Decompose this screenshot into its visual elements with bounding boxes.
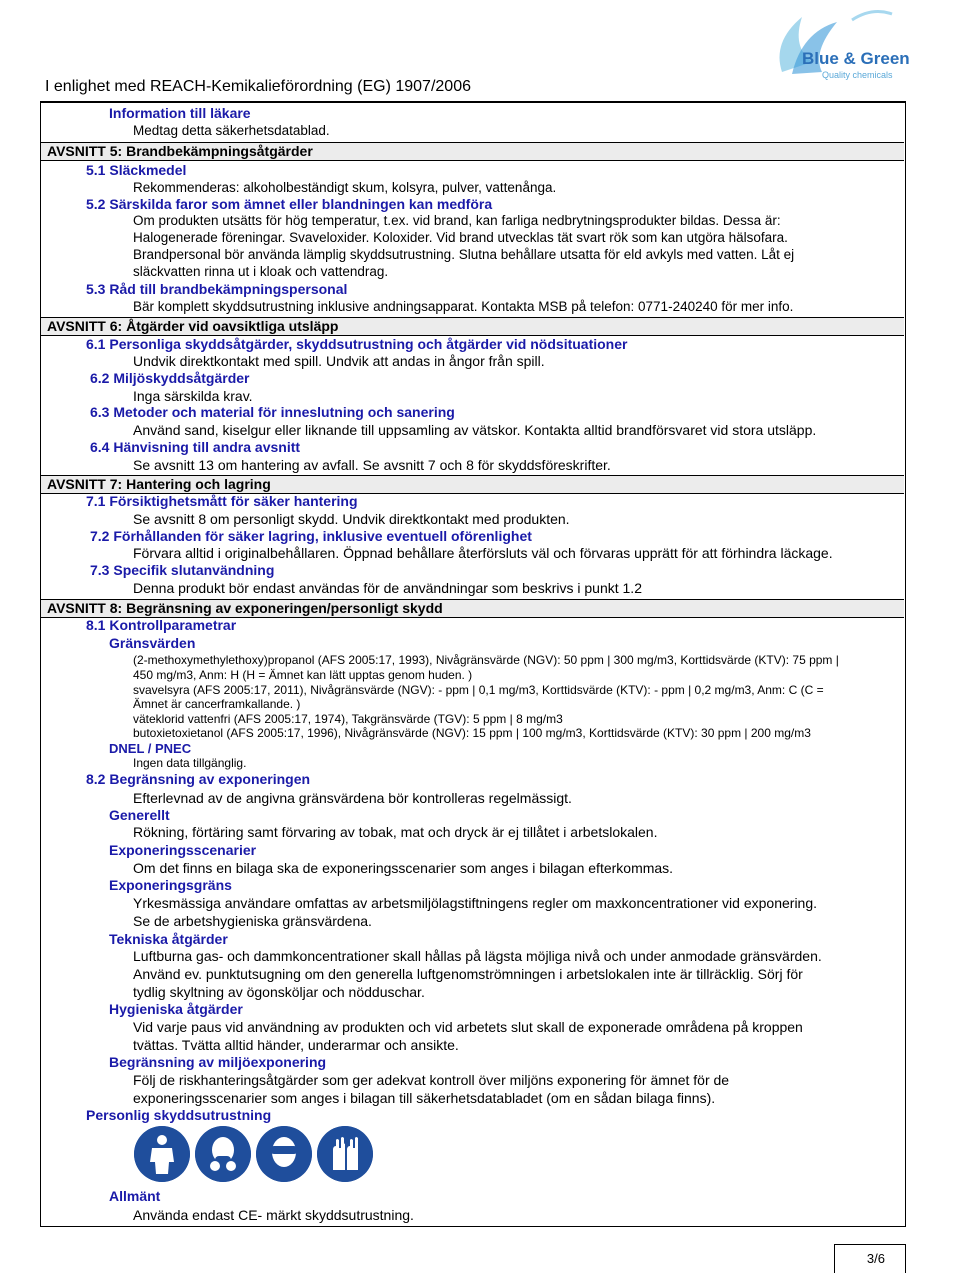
gransvarde-line: butoxietoxietanol (AFS 2005:17, 1996), Nivågränsvärde (NGV): 15 ppm | 100 mg/m3, Korttidsvärde (KTV): 30 ppm | 200 mg/m3 [133,726,811,740]
tekn-line: Luftburna gas- och dammkoncentrationer skall hållas på lägsta möjliga nivå och under anmodade gränsvärden. [133,948,822,964]
s64-title: 6.4 Hänvisning till andra avsnitt [90,439,301,455]
tekn-title: Tekniska åtgärder [109,931,228,947]
gloves-icon [317,1126,373,1182]
expogr-line: Yrkesmässiga användare omfattas av arbetsmiljölagstiftningens regler om maxkoncentrationer vid exponering. [133,895,818,911]
eye-protection-icon [256,1126,312,1182]
s72-text: Förvara alltid i originalbehållaren. Öppnad behållare återförsluts väl och förvaras upprätt för att förhindra läckage. [133,545,833,561]
allmant-title: Allmänt [109,1188,161,1204]
s51-text: Rekommenderas: alkoholbeständigt skum, kolsyra, pulver, vattenånga. [133,180,557,195]
s82-title: 8.2 Begränsning av exponeringen [86,771,311,787]
s73-text: Denna produkt bör endast användas för de användningar som beskrivs i punkt 1.2 [133,580,642,596]
tekn-line: tydlig skyltning av ögonsköljar och nödduschar. [133,984,425,1000]
s73-title: 7.3 Specifik slutanvändning [90,562,275,578]
section-7-header: AVSNITT 7: Hantering och lagring [41,475,904,494]
dnel-text: Ingen data tillgänglig. [133,756,247,770]
hyg-title: Hygieniska åtgärder [109,1001,243,1017]
s64-text: Se avsnitt 13 om hantering av avfall. Se avsnitt 7 och 8 för skyddsföreskrifter. [133,457,611,473]
s63-title: 6.3 Metoder och material för inneslutning och sanering [90,404,455,420]
gransvarde-line: (2-methoxymethylethoxy)propanol (AFS 2005:17, 1993), Nivågränsvärde (NGV): 50 ppm | 300 mg/m3, Korttidsvärde (KTV): 75 ppm | [133,653,839,667]
gransvarde-line: 450 mg/m3, Anm: H (H = Ämnet kan lätt upptas genom huden. ) [133,668,473,682]
page-number: 3/6 [866,1251,885,1266]
s62-text: Inga särskilda krav. [133,388,253,404]
section-8-header: AVSNITT 8: Begränsning av exponeringen/personligt skydd [41,599,904,618]
gransvarde-line: väteklorid vattenfri (AFS 2005:17, 1974), Takgränsvärde (TGV): 5 ppm | 8 mg/m3 [133,712,563,726]
s52-line: Halogenerade föreningar. Svaveloxider. Koloxider. Vid brand utvecklas tät svart rök som kan utgöra hälsofara. [133,230,788,245]
miljo-title: Begränsning av miljöexponering [109,1054,327,1070]
generellt-title: Generellt [109,807,170,823]
allmant-text: Använda endast CE- märkt skyddsutrustning. [133,1207,414,1223]
s61-text: Undvik direktkontakt med spill. Undvik att andas in ångor från spill. [133,353,545,369]
s82-text: Efterlevnad av de angivna gränsvärdena bör kontrolleras regelmässigt. [133,790,572,806]
tekn-line: Använd ev. punktutsugning om den generella luftgenomströmningen i arbetslokalen inte är tillräcklig. Sörj för [133,966,803,982]
respirator-icon [195,1126,251,1182]
s63-text: Använd sand, kiselgur eller liknande till uppsamling av vätskor. Kontakta alltid brandförsvaret vid stora utsläpp. [133,422,817,438]
s61-title: 6.1 Personliga skyddsåtgärder, skyddsutrustning och åtgärder vid nödsituationer [86,336,628,352]
section-6-header: AVSNITT 6: Åtgärder vid oavsiktliga utsläpp [41,317,904,336]
company-logo [762,2,922,92]
s71-title: 7.1 Försiktighetsmått för säker hantering [86,493,358,509]
expogr-title: Exponeringsgräns [109,877,232,893]
generellt-text: Rökning, förtäring samt förvaring av tobak, mat och dryck är ej tillåtet i arbetslokalen. [133,824,658,840]
s71-text: Se avsnitt 8 om personligt skydd. Undvik direktkontakt med produkten. [133,511,570,527]
s53-title: 5.3 Råd till brandbekämpningspersonal [86,281,348,297]
gransvarden-title: Gränsvärden [109,635,196,651]
hyg-line: tvättas. Tvätta alltid händer, underarmar och ansikte. [133,1037,459,1053]
s53-text: Bär komplett skyddsutrustning inklusive andningsapparat. Kontakta MSB på telefon: 0771-240240 för mer info. [133,299,794,314]
pss-title: Personlig skyddsutrustning [86,1107,272,1123]
info-lakare-text: Medtag detta säkerhetsdatablad. [133,123,330,138]
s52-line: Om produkten utsätts för hög temperatur, t.ex. vid brand, kan farliga nedbrytningsprodukter bildas. Dessa är: [133,213,781,228]
info-lakare-title: Information till läkare [109,105,251,121]
miljo-line: exponeringsscenarier som anges i bilagan till säkerhetsdatabladet (om en sådan bilaga finns). [133,1090,716,1106]
s52-line: släckvatten rinna ut i kloak och vattendrag. [133,264,389,279]
s52-line: Brandpersonal bör använda lämplig skyddsutrustning. Slutna behållare utsatta för eld avkyls med vatten. Låt ej [133,247,795,262]
section-5-header: AVSNITT 5: Brandbekämpningsåtgärder [41,142,904,161]
hyg-line: Vid varje paus vid användning av produkten och vid arbetets slut skall de exponerade områdena på kroppen [133,1019,803,1035]
exposc-title: Exponeringsscenarier [109,842,257,858]
logo-subtext: Quality chemicals [822,70,893,80]
s62-title: 6.2 Miljöskyddsåtgärder [90,370,250,386]
miljo-line: Följ de riskhanteringsåtgärder som ger adekvat kontroll över miljöns exponering för ämnet för de [133,1072,730,1088]
s51-title: 5.1 Släckmedel [86,162,187,178]
gransvarde-line: svavelsyra (AFS 2005:17, 2011), Nivågränsvärde (NGV): - ppm | 0,1 mg/m3, Korttidsvärde (KTV): - ppm | 0,2 mg/m3, Anm: C (C = [133,683,824,697]
exposc-text: Om det finns en bilaga ska de exponeringsscenarier som anges i bilagan efterkommas. [133,860,674,876]
page-number-box [834,1244,906,1273]
s81-title: 8.1 Kontrollparametrar [86,617,237,633]
s52-title: 5.2 Särskilda faror som ämnet eller blandningen kan medföra [86,196,493,212]
gransvarde-line: Ämnet är cancerframkallande. ) [133,697,301,711]
logo-text: Blue & Green [802,49,910,68]
expogr-line: Se de arbetshygieniska gränsvärdena. [133,913,372,929]
dnel-title: DNEL / PNEC [109,741,192,756]
regulation-header: I enlighet med REACH-Kemikalieförordning (EG) 1907/2006 [45,78,471,95]
protective-clothing-icon [134,1126,190,1182]
s72-title: 7.2 Förhållanden för säker lagring, inklusive eventuell oförenlighet [90,528,532,544]
